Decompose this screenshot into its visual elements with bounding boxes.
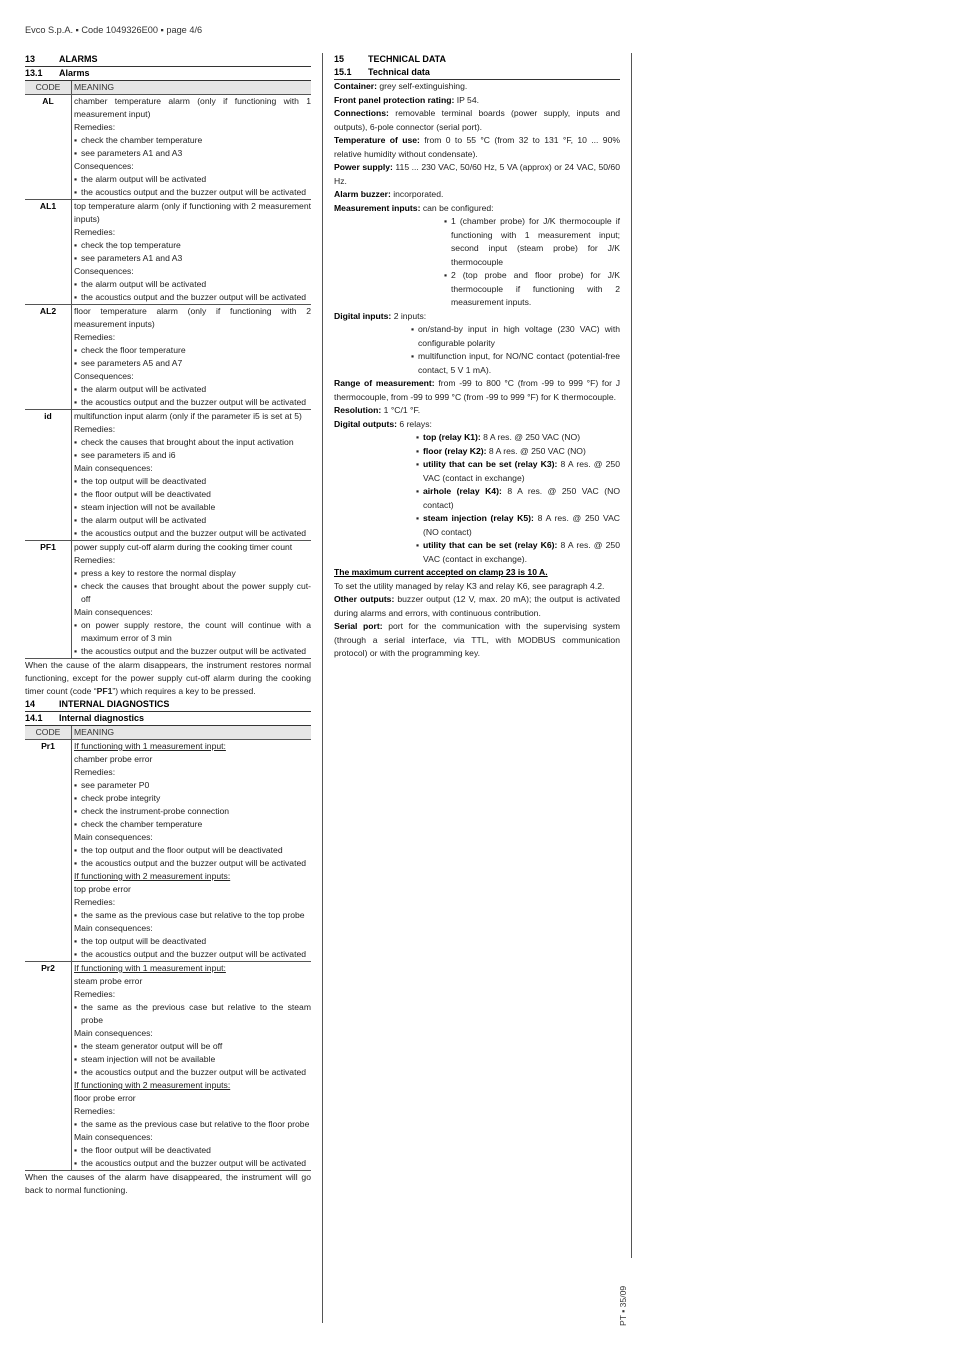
- bullet-item: ▪ see parameters A1 and A3: [74, 252, 311, 265]
- bullet-item: ▪ the acoustics output and the buzzer output will be activated: [74, 1157, 311, 1170]
- bullet-item: ▪ the steam generator output will be off: [74, 1040, 311, 1053]
- meaning-line: If functioning with 1 measurement input:: [74, 963, 226, 973]
- spec-label: Serial port:: [334, 621, 383, 631]
- meaning-line: chamber temperature alarm (only if functioning with 1 measurement input): [74, 96, 311, 119]
- spec-protection: [334, 94, 620, 108]
- meaning-line: power supply cut-off alarm during the cooking timer count: [74, 542, 293, 552]
- spec-label: Digital outputs:: [334, 418, 398, 429]
- meaning-line: Remedies:: [74, 767, 116, 777]
- table-row: [25, 740, 311, 962]
- bullet-item: ▪ the acoustics output and the buzzer output will be activated: [74, 857, 311, 870]
- table-header: [25, 81, 311, 95]
- spec-range: [334, 377, 620, 404]
- subsection-title-diagnostics: [25, 711, 311, 726]
- code-cell: AL: [25, 95, 72, 199]
- relay-label: airhole (relay K4):: [423, 486, 502, 496]
- utility-note: To set the utility managed by relay K3 and relay K6, see paragraph 4.2.: [334, 580, 605, 591]
- table-header: [25, 726, 311, 740]
- subsection-heading: Alarms: [59, 68, 90, 78]
- bullet-item: ▪ the same as the previous case but relative to the top probe: [74, 909, 311, 922]
- meaning-line: chamber probe error: [74, 754, 153, 764]
- relay-item: [416, 445, 620, 459]
- alarm-rows: [25, 95, 311, 659]
- bullet-item: ▪ see parameters i5 and i6: [74, 449, 311, 462]
- measurement-input-list: [334, 215, 620, 310]
- page-footer: PT ▪ 35/09: [618, 1285, 628, 1326]
- relay-label: top (relay K1):: [423, 432, 481, 442]
- meaning-line: multifunction input alarm (only if the parameter i5 is set at 5): [74, 411, 302, 421]
- relay-value: 8 A res. @ 250 VAC (contact in exchange): [423, 459, 620, 483]
- spec-label: Front panel protection rating:: [334, 94, 455, 105]
- bullet-item: ▪ the top output and the floor output will be deactivated: [74, 844, 311, 857]
- meaning-line: Remedies:: [74, 1106, 116, 1116]
- spec-value: grey self-extinguishing.: [379, 81, 468, 91]
- meaning-line: top temperature alarm (only if functioning with 2 measurement inputs): [74, 201, 311, 224]
- bullet-item: ▪ the acoustics output and the buzzer output will be activated: [74, 527, 311, 540]
- meaning-line: Main consequences:: [74, 463, 153, 473]
- meaning-line: Consequences:: [74, 161, 134, 171]
- section-title-diagnostics: [25, 698, 311, 711]
- right-margin-line: [631, 53, 632, 1258]
- bullet-item: ▪ check the top temperature: [74, 239, 311, 252]
- spec-value: 6 relays:: [399, 418, 432, 429]
- relay-item: [416, 485, 620, 512]
- meaning-line: Main consequences:: [74, 607, 153, 617]
- code-cell: id: [25, 410, 72, 540]
- bullet-item: ▪ the top output will be deactivated: [74, 475, 311, 488]
- meaning-line: Remedies:: [74, 989, 116, 999]
- meaning-line: Remedies:: [74, 332, 116, 342]
- code-cell: PF1: [25, 541, 72, 658]
- meaning-cell: [72, 410, 311, 540]
- bullet-item: ▪ the top output will be deactivated: [74, 935, 311, 948]
- spec-buzzer: [334, 188, 620, 202]
- meaning-line: Remedies:: [74, 424, 116, 434]
- spec-value: from 0 to 55 °C (from 32 to 131 °F, 10 ... 90% relative humidity without condensate).: [334, 135, 620, 159]
- meaning-cell: [72, 962, 311, 1170]
- bullet-item: ▪ the acoustics output and the buzzer output will be activated: [74, 645, 311, 658]
- section-number: 15: [334, 54, 345, 64]
- bullet-item: ▪ the acoustics output and the buzzer output will be activated: [74, 291, 311, 304]
- meaning-line: If functioning with 2 measurement inputs:: [74, 1080, 231, 1090]
- relay-label: floor (relay K2):: [423, 445, 487, 456]
- meaning-cell: [72, 95, 311, 199]
- bullet-item: ▪ the acoustics output and the buzzer output will be activated: [74, 1066, 311, 1079]
- meaning-line: Main consequences:: [74, 1028, 153, 1038]
- meaning-line: floor probe error: [74, 1093, 136, 1103]
- bullet-item: ▪ steam injection will not be available: [74, 501, 311, 514]
- spec-label: Connections:: [334, 108, 389, 118]
- subsection-title-technical: [334, 66, 620, 80]
- spec-value: 115 ... 230 VAC, 50/60 Hz, 5 VA (approx) or 24 VAC, 50/60 Hz.: [334, 162, 620, 186]
- meaning-line: Main consequences:: [74, 923, 153, 933]
- spec-value: IP 54.: [456, 94, 480, 105]
- spec-power: [334, 161, 620, 188]
- spec-label: Power supply:: [334, 162, 393, 172]
- relay-label: steam injection (relay K5):: [423, 513, 534, 523]
- diagnostics-note: When the causes of the alarm have disappeared, the instrument will go back to normal functioning.: [25, 1172, 311, 1195]
- bullet-item: ▪ the alarm output will be activated: [74, 278, 311, 291]
- bullet-item: ▪ the alarm output will be activated: [74, 514, 311, 527]
- meaning-line: Remedies:: [74, 227, 116, 237]
- relay-list: [334, 431, 620, 566]
- spec-value: incorporated.: [393, 189, 444, 199]
- alarms-note-text: When the cause of the alarm disappears, the instrument restores normal functioning, except for the power supply cut-off alarm during the cooking timer count (code “: [25, 660, 311, 696]
- column-header-code: CODE: [25, 81, 72, 94]
- subsection-heading: Internal diagnostics: [59, 713, 145, 723]
- subsection-heading: Technical data: [368, 67, 430, 77]
- meaning-line: Remedies:: [74, 122, 116, 132]
- spec-value: can be configured:: [422, 202, 494, 213]
- diagnostics-table: [25, 726, 311, 1171]
- spec-value: removable terminal boards (power supply, inputs and outputs), 6-pole connector (serial port).: [334, 108, 621, 132]
- bullet-item: ▪ see parameters A1 and A3: [74, 147, 311, 160]
- column-header-code: CODE: [25, 726, 72, 739]
- table-row: [25, 962, 311, 1171]
- spec-label: Temperature of use:: [334, 135, 420, 145]
- spec-value: 2 inputs:: [393, 310, 427, 321]
- bullet-item: ▪ the floor output will be deactivated: [74, 1144, 311, 1157]
- bullet-item: ▪ steam injection will not be available: [74, 1053, 311, 1066]
- relay-value: 8 A res. @ 250 VAC (NO contact): [423, 513, 621, 537]
- bullet-item: ▪ see parameters A5 and A7: [74, 357, 311, 370]
- spec-other-outputs: [334, 593, 620, 620]
- subsection-title-alarms: [25, 66, 311, 81]
- list-item: ▪ on/stand-by input in high voltage (230 VAC) with configurable polarity: [411, 323, 620, 350]
- relay-item: [416, 458, 620, 485]
- code-cell: Pr2: [25, 962, 72, 1170]
- meaning-line: Remedies:: [74, 555, 116, 565]
- spec-container: [334, 80, 620, 94]
- table-row: [25, 410, 311, 541]
- section-number: 14: [25, 699, 36, 709]
- bullet-item: ▪ the acoustics output and the buzzer output will be activated: [74, 948, 311, 961]
- bullet-item: ▪ check the instrument-probe connection: [74, 805, 311, 818]
- meaning-line: Main consequences:: [74, 1132, 153, 1142]
- section-title-alarms: [25, 53, 311, 66]
- meaning-line: If functioning with 1 measurement input:: [74, 741, 226, 751]
- relay-value: 8 A res. @ 250 VAC (NO): [483, 432, 581, 442]
- bullet-item: ▪ on power supply restore, the count will continue with a maximum error of 3 min: [74, 619, 311, 645]
- section-heading: TECHNICAL DATA: [368, 54, 446, 64]
- spec-value: buzzer output (12 V, max. 20 mA); the output is activated during alarms and errors, with continuous contribution.: [334, 594, 621, 618]
- alarms-note-code: PF1: [96, 686, 113, 696]
- meaning-cell: [72, 740, 311, 961]
- list-item: ▪ 2 (top probe and floor probe) for J/K thermocouple if functioning with 2 measurement inputs.: [444, 269, 620, 310]
- meaning-line: Consequences:: [74, 266, 134, 276]
- code-cell: AL1: [25, 200, 72, 304]
- relay-label: utility that can be set (relay K3):: [423, 459, 558, 469]
- diagnostic-rows: [25, 740, 311, 1171]
- meaning-cell: [72, 200, 311, 304]
- bullet-item: ▪ the alarm output will be activated: [74, 173, 311, 186]
- max-current-note: The maximum current accepted on clamp 23 is 10 A.: [334, 567, 548, 577]
- relay-item: [416, 512, 620, 539]
- bullet-item: ▪ see parameter P0: [74, 779, 311, 792]
- bullet-item: ▪ the acoustics output and the buzzer output will be activated: [74, 186, 311, 199]
- meaning-line: Remedies:: [74, 897, 116, 907]
- relay-value: 8 A res. @ 250 VAC (contact in exchange).: [423, 540, 620, 564]
- relay-value: 8 A res. @ 250 VAC (NO contact): [423, 486, 621, 510]
- spec-label: Range of measurement:: [334, 378, 435, 388]
- relay-item: [416, 431, 620, 445]
- digital-input-list: [334, 323, 620, 377]
- spec-label: Other outputs:: [334, 594, 395, 604]
- meaning-line: floor temperature alarm (only if functioning with 2 measurement inputs): [74, 306, 311, 329]
- code-cell: AL2: [25, 305, 72, 409]
- relay-label: utility that can be set (relay K6):: [423, 540, 558, 550]
- bullet-item: ▪ the same as the previous case but relative to the floor probe: [74, 1118, 311, 1131]
- meaning-cell: [72, 541, 311, 658]
- spec-value: from -99 to 800 °C (from -99 to 999 °F) for J thermocouple, from -99 to 999 °C (from -99 to 999 °F) for K thermocouple.: [334, 378, 620, 402]
- spec-serial-port: [334, 620, 620, 661]
- table-row: [25, 200, 311, 305]
- table-row: [25, 541, 311, 659]
- meaning-line: steam probe error: [74, 976, 143, 986]
- spec-temperature: [334, 134, 620, 161]
- bullet-item: ▪ check the causes that brought about the input activation: [74, 436, 311, 449]
- meaning-line: top probe error: [74, 884, 131, 894]
- section-number: 13: [25, 54, 36, 64]
- list-item: ▪ 1 (chamber probe) for J/K thermocouple if functioning with 1 measurement input; second input (steam probe) for J/K thermocouple: [444, 215, 620, 269]
- list-item: ▪ multifunction input, for NO/NC contact (potential-free contact, 5 V 1 mA).: [411, 350, 620, 377]
- spec-label: Resolution:: [334, 405, 382, 415]
- alarms-note: [25, 659, 311, 698]
- left-column: [25, 53, 311, 1197]
- spec-value: 1 °C/1 °F.: [383, 405, 421, 415]
- alarms-note-end: ”) which requires a key to be pressed.: [112, 686, 256, 696]
- spec-label: Digital inputs:: [334, 310, 392, 321]
- spec-label: Measurement inputs:: [334, 202, 421, 213]
- bullet-item: ▪ the alarm output will be activated: [74, 383, 311, 396]
- meaning-line: Main consequences:: [74, 832, 153, 842]
- bullet-item: ▪ check probe integrity: [74, 792, 311, 805]
- bullet-item: ▪ check the chamber temperature: [74, 134, 311, 147]
- spec-value: port for the communication with the supervising system (through a serial interface, via TTL, with MODBUS communication protocol) or with the programming key.: [334, 621, 620, 658]
- column-header-meaning: MEANING: [74, 727, 115, 737]
- subsection-number: 15.1: [334, 67, 352, 77]
- spec-label: Alarm buzzer:: [334, 189, 391, 199]
- section-heading: INTERNAL DIAGNOSTICS: [59, 699, 170, 709]
- right-column: [334, 53, 620, 661]
- meaning-line: Consequences:: [74, 371, 134, 381]
- relay-item: [416, 539, 620, 566]
- bullet-item: ▪ press a key to restore the normal display: [74, 567, 311, 580]
- section-title-technical: [334, 53, 620, 66]
- relay-value: 8 A res. @ 250 VAC (NO): [488, 445, 586, 456]
- bullet-item: ▪ check the floor temperature: [74, 344, 311, 357]
- bullet-item: ▪ the floor output will be deactivated: [74, 488, 311, 501]
- bullet-item: ▪ the acoustics output and the buzzer output will be activated: [74, 396, 311, 409]
- alarms-table: [25, 81, 311, 659]
- subsection-number: 14.1: [25, 713, 43, 723]
- table-row: [25, 95, 311, 200]
- bullet-item: ▪ the same as the previous case but relative to the steam probe: [74, 1001, 311, 1027]
- column-divider: [322, 53, 323, 1323]
- spec-digital-outputs: [334, 418, 620, 432]
- spec-connections: [334, 107, 620, 134]
- table-row: [25, 305, 311, 410]
- bullet-item: ▪ check the chamber temperature: [74, 818, 311, 831]
- page-header: Evco S.p.A. ▪ Code 1049326E00 ▪ page 4/6: [25, 25, 203, 35]
- meaning-cell: [72, 305, 311, 409]
- spec-measurement-inputs: [334, 202, 620, 216]
- spec-label: Container:: [334, 81, 377, 91]
- section-heading: ALARMS: [59, 54, 98, 64]
- bullet-item: ▪ check the causes that brought about the power supply cut-off: [74, 580, 311, 606]
- meaning-line: If functioning with 2 measurement inputs:: [74, 871, 231, 881]
- spec-resolution: [334, 404, 620, 418]
- spec-digital-inputs: [334, 310, 620, 324]
- column-header-meaning: MEANING: [74, 82, 115, 92]
- code-cell: Pr1: [25, 740, 72, 961]
- subsection-number: 13.1: [25, 68, 43, 78]
